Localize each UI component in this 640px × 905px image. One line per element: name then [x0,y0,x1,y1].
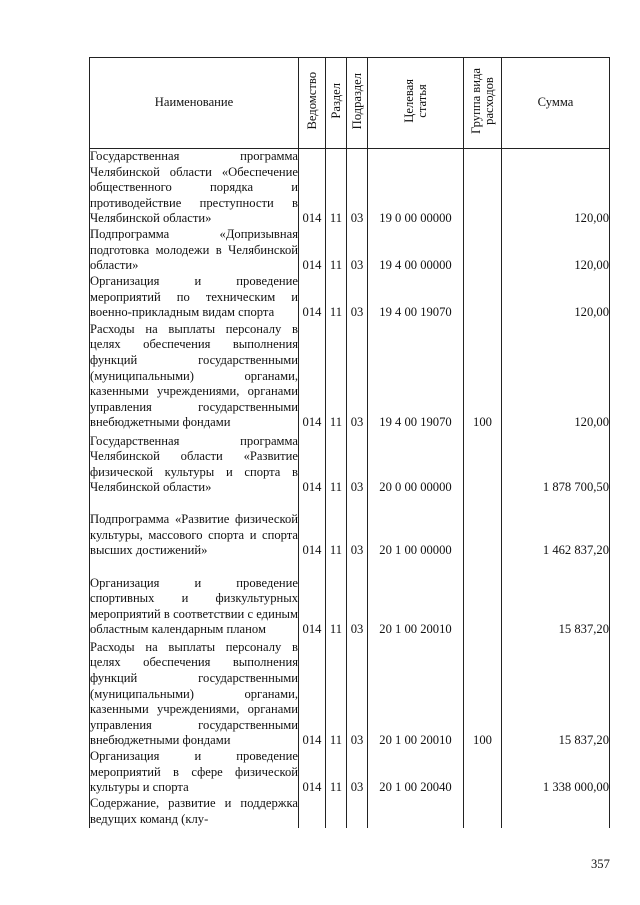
row-vedomstvo: 014 [299,496,326,559]
row-summa [502,796,610,828]
row-vedomstvo: 014 [299,431,326,496]
header-gruppa: Группа вида расходов [468,67,496,134]
row-name: Государственная программа Челябинской области «Развитие физической культуры и спорта в Челябинской области» [90,431,299,496]
row-podrazdel: 03 [347,227,368,274]
header-name: Наименование [90,58,299,149]
row-razdel: 11 [326,559,347,638]
row-podrazdel: 03 [347,638,368,749]
row-summa: 1 878 700,50 [502,431,610,496]
header-gruppa-cell [464,58,502,149]
header-podrazdel-cell [347,58,368,149]
row-name: Государственная программа Челябинской области «Обеспечение общественного порядка и противодействие преступности в Челябинской области» [90,149,298,226]
row-razdel: 11 [326,149,347,227]
row-gruppa [464,149,502,227]
row-gruppa [464,796,502,828]
row-summa: 1 338 000,00 [502,749,610,796]
row-podrazdel: 03 [347,274,368,321]
row-razdel: 11 [326,274,347,321]
row-tselevaya: 20 1 00 20010 [368,638,464,749]
row-name: Организация и проведение спортивных и физкультурных мероприятий в соответствии с единым областным календарным планом [90,559,299,638]
row-podrazdel: 03 [347,749,368,796]
table-header-row [90,58,610,149]
table-row [90,431,610,496]
budget-table [89,57,610,828]
header-tselevaya-cell [368,58,464,149]
row-vedomstvo: 014 [299,559,326,638]
row-tselevaya: 19 4 00 19070 [368,321,464,431]
row-name: Расходы на выплаты персоналу в целях обеспечения выполнения функций государственными (муниципальными) органами, казенными учреждениями, органами управления государственными внебюджетными фондами [90,321,298,430]
row-summa: 120,00 [502,227,610,274]
row-razdel: 11 [326,749,347,796]
table-row [90,321,610,431]
row-name: Организация и проведение мероприятий в сфере физической культуры и спорта [90,749,298,795]
table-row [90,496,610,559]
row-podrazdel: 03 [347,149,368,227]
table-row [90,149,610,227]
row-tselevaya [368,796,464,828]
header-podrazdel: Подраздел [349,72,364,129]
row-podrazdel [347,796,368,828]
header-vedomstvo-cell [299,58,326,149]
row-vedomstvo [299,796,326,828]
row-razdel: 11 [326,638,347,749]
row-gruppa: 100 [464,638,502,749]
row-summa: 15 837,20 [502,559,610,638]
row-name: Содержание, развитие и поддержка ведущих команд (клу- [90,796,299,828]
row-gruppa [464,431,502,496]
row-vedomstvo: 014 [299,149,326,227]
row-vedomstvo: 014 [299,638,326,749]
row-tselevaya: 19 4 00 19070 [368,274,464,321]
row-podrazdel: 03 [347,559,368,638]
row-podrazdel: 03 [347,496,368,559]
table-row [90,749,610,796]
row-gruppa [464,496,502,559]
row-razdel: 11 [326,431,347,496]
row-summa: 120,00 [502,149,610,227]
row-summa: 120,00 [502,321,610,431]
row-vedomstvo: 014 [299,227,326,274]
row-gruppa [464,559,502,638]
row-gruppa [464,274,502,321]
header-tselevaya: Целевая статья [401,78,429,123]
header-razdel: Раздел [328,82,343,119]
row-tselevaya: 20 1 00 20040 [368,749,464,796]
row-razdel [326,796,347,828]
row-gruppa [464,227,502,274]
row-tselevaya: 19 0 00 00000 [368,149,464,227]
row-podrazdel: 03 [347,321,368,431]
row-name: Расходы на выплаты персоналу в целях обеспечения выполнения функций государственными (муниципальными) органами, казенными учреждениями, органами управления государственными внебюджетными фондами [90,639,298,748]
row-vedomstvo: 014 [299,321,326,431]
page-number: 357 [591,857,610,871]
row-summa: 1 462 837,20 [502,496,610,559]
header-razdel-cell [326,58,347,149]
header-vedomstvo: Ведомство [304,71,319,130]
row-vedomstvo: 014 [299,749,326,796]
row-vedomstvo: 014 [299,274,326,321]
row-gruppa [464,749,502,796]
row-razdel: 11 [326,496,347,559]
row-tselevaya: 20 0 00 00000 [368,431,464,496]
row-tselevaya: 19 4 00 00000 [368,227,464,274]
row-summa: 15 837,20 [502,638,610,749]
table-row [90,227,610,274]
header-summa: Сумма [502,58,610,149]
row-tselevaya: 20 1 00 20010 [368,559,464,638]
row-name: Подпрограмма «Развитие физической культуры, массового спорта и спорта высших достижений» [90,496,299,559]
row-razdel: 11 [326,321,347,431]
row-name: Подпрограмма «Допризывная подготовка молодежи в Челябинской области» [90,227,298,273]
table-row [90,796,610,828]
table-row [90,638,610,749]
row-podrazdel: 03 [347,431,368,496]
row-tselevaya: 20 1 00 00000 [368,496,464,559]
row-gruppa: 100 [464,321,502,431]
row-summa: 120,00 [502,274,610,321]
row-name: Организация и проведение мероприятий по техническим и военно-прикладным видам спорта [90,274,298,320]
table-row [90,274,610,321]
row-razdel: 11 [326,227,347,274]
table-row [90,559,610,638]
